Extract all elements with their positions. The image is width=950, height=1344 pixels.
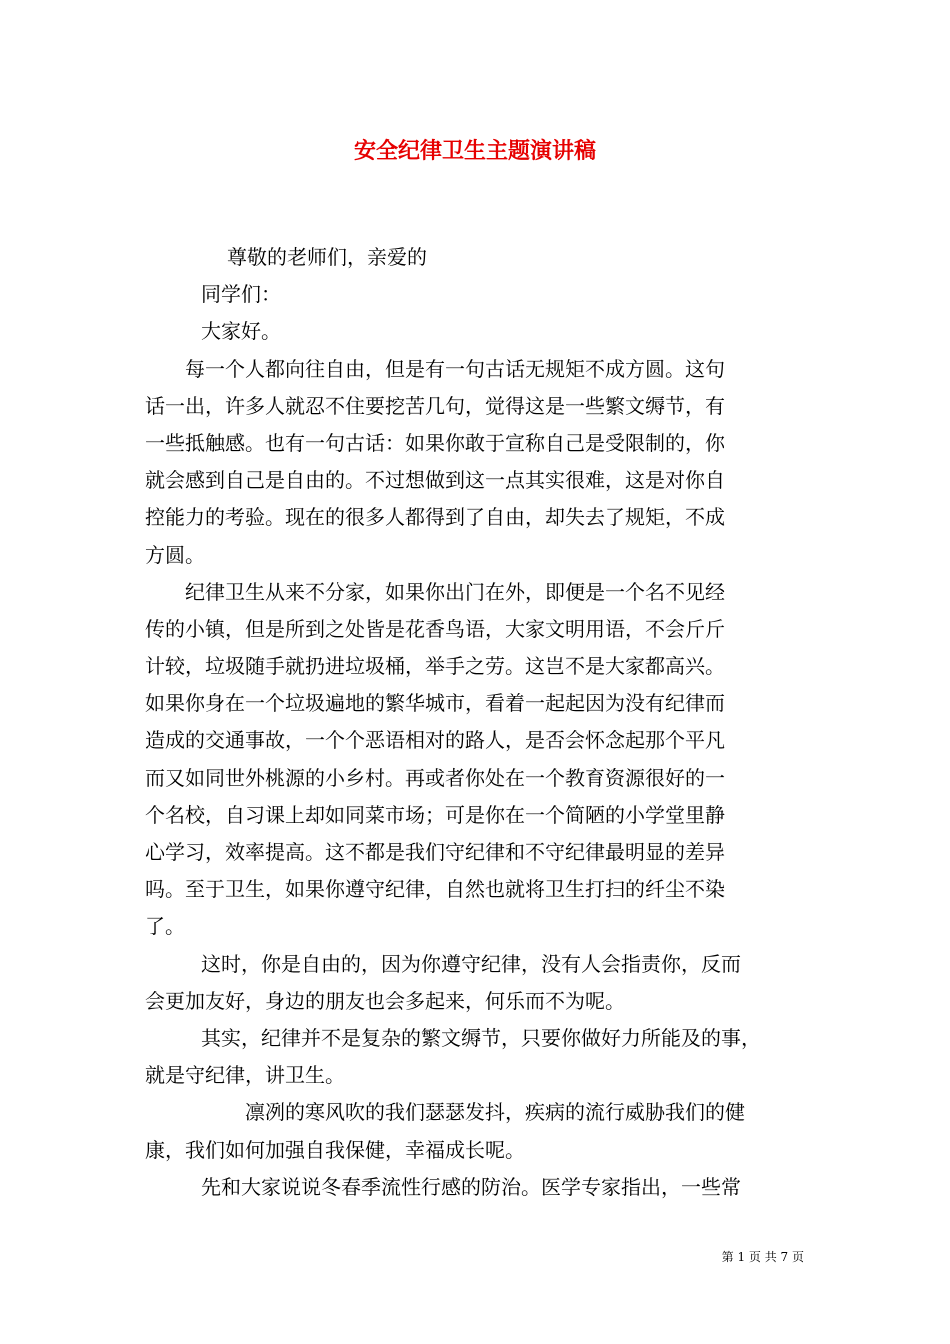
text-line: 每一个人都向往自由，但是有一句古话无规矩不成方圆。这句 <box>185 356 725 381</box>
text-line: 个名校，自习课上却如同菜市场；可是你在一个简陋的小学堂里静 <box>145 802 725 827</box>
document-body <box>145 239 810 1206</box>
text-line: 造成的交通事故，一个个恶语相对的路人，是否会怀念起那个平凡 <box>145 728 725 753</box>
text-line: 大家好。 <box>201 319 281 344</box>
text-line: 吗。至于卫生，如果你遵守纪律，自然也就将卫生打扫的纤尘不染 <box>145 877 725 902</box>
page-number-footer: 第 1 页 共 7 页 <box>721 1250 804 1264</box>
text-line: 控能力的考验。现在的很多人都得到了自由，却失去了规矩，不成 <box>145 505 725 530</box>
text-line: 会更加友好，身边的朋友也会多起来，何乐而不为呢。 <box>145 988 625 1013</box>
document-title: 安全纪律卫生主题演讲稿 <box>353 138 596 164</box>
text-line: 就是守纪律，讲卫生。 <box>145 1063 345 1088</box>
text-line: 其实，纪律并不是复杂的繁文缛节，只要你做好力所能及的事， <box>201 1025 761 1050</box>
text-line: 这时，你是自由的，因为你遵守纪律，没有人会指责你，反而 <box>201 951 741 976</box>
text-line: 同学们： <box>201 282 281 307</box>
text-line: 传的小镇，但是所到之处皆是花香鸟语，大家文明用语，不会斤斤 <box>145 616 725 641</box>
text-line: 如果你身在一个垃圾遍地的繁华城市，看着一起起因为没有纪律而 <box>145 691 725 716</box>
text-line: 纪律卫生从来不分家，如果你出门在外，即便是一个名不见经 <box>185 579 725 604</box>
text-line: 而又如同世外桃源的小乡村。再或者你处在一个教育资源很好的一 <box>145 765 725 790</box>
text-line: 就会感到自己是自由的。不过想做到这一点其实很难，这是对你自 <box>145 468 725 493</box>
text-line: 一些抵触感。也有一句古话：如果你敢于宣称自己是受限制的，你 <box>145 430 725 455</box>
text-line: 了。 <box>145 914 185 939</box>
text-line: 尊敬的老师们，亲爱的 <box>227 245 427 269</box>
text-line: 先和大家说说冬春季流性行感的防治。医学专家指出，一些常 <box>201 1174 741 1199</box>
text-line: 方圆。 <box>145 542 205 567</box>
text-line: 话一出，许多人就忍不住要挖苦几句，觉得这是一些繁文缛节，有 <box>145 393 725 418</box>
text-line: 计较，垃圾随手就扔进垃圾桶，举手之劳。这岂不是大家都高兴。 <box>145 654 725 679</box>
text-line: 康，我们如何加强自我保健，幸福成长呢。 <box>145 1137 525 1162</box>
text-line: 心学习，效率提高。这不都是我们守纪律和不守纪律最明显的差异 <box>145 840 725 864</box>
text-line: 凛冽的寒风吹的我们瑟瑟发抖，疾病的流行威胁我们的健 <box>245 1100 745 1125</box>
